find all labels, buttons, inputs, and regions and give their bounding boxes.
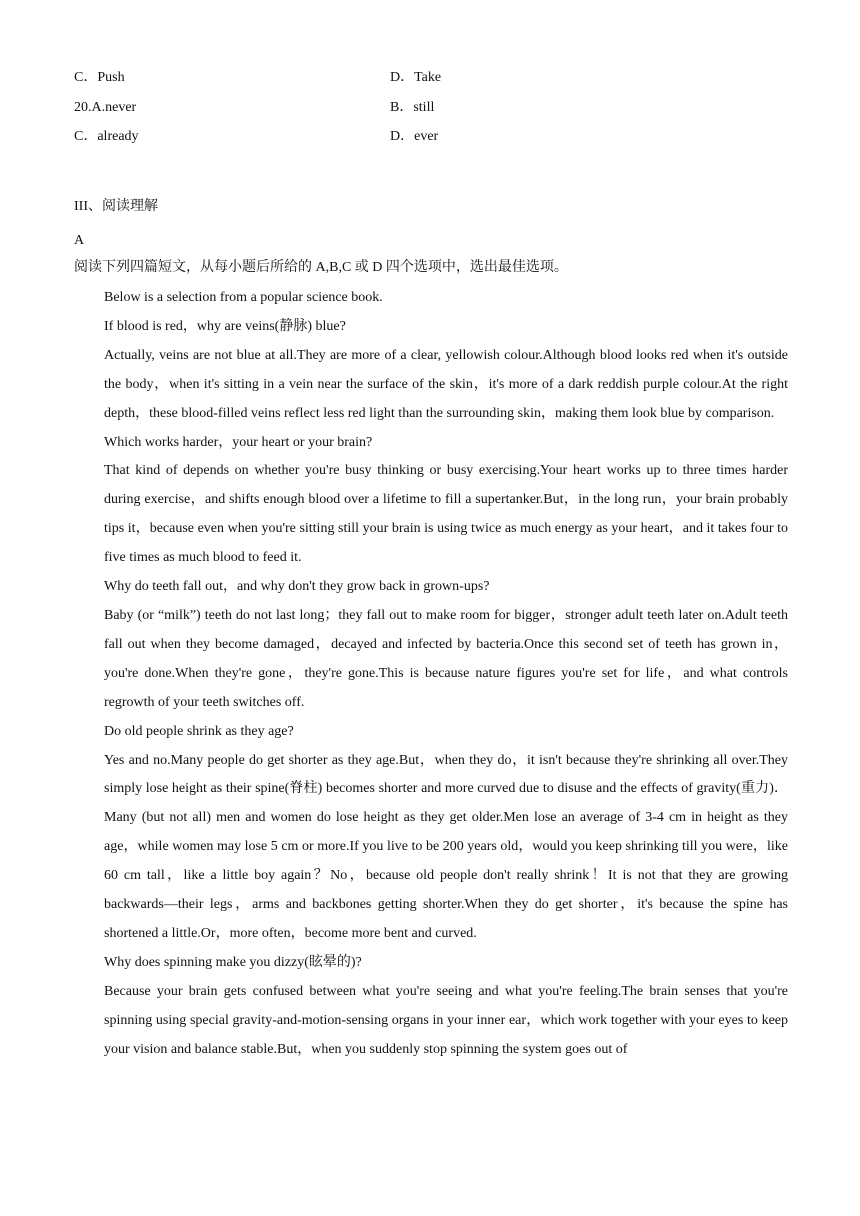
question-heading: Why does spinning make you dizzy(眩晕的)? (104, 954, 362, 970)
part-label: A (74, 233, 85, 248)
section-title: III、阅读理解 (74, 199, 158, 214)
option-20-a-never: 20.A.never (74, 99, 137, 115)
option-row (74, 66, 594, 96)
passage-intro: Below is a selection from a popular science book. (104, 290, 383, 305)
answer-paragraph: Because your brain gets confused between what you're seeing and what you're feeling.The brain senses that you're spinning using special gravity-and-motion-sensing organs in your inner ear，which work together with your eyes to keep your vision and balance stable.But，when you suddenly stop spinning the system goes out of (104, 983, 788, 1057)
reading-passage (104, 284, 788, 1064)
option-row (74, 125, 594, 155)
instruction-text: 阅读下列四篇短文，从每小题后所给的 A,B,C 或 D 四个选项中，选出最佳选项。 (74, 260, 568, 275)
option-d-ever: D．ever (390, 129, 439, 144)
question-heading: Which works harder，your heart or your brain? (104, 434, 373, 450)
option-b-still: B．still (390, 99, 435, 115)
question-heading: Do old people shrink as they age? (104, 723, 294, 739)
option-c-push: C．Push (74, 70, 125, 85)
question-heading: If blood is red，why are veins(静脉) blue? (104, 318, 346, 334)
answer-options (74, 66, 594, 155)
answer-paragraph: Yes and no.Many people do get shorter as they age.But，when they do，it isn't because they're shrinking all over.They simply lose height as their spine(脊柱) becomes shorter and more curved due to disuse and the effects of gravity(重力)．Many (but not all) men and women do lose height as they get older.Men lose an average of 3-4 cm in height as they age，while women may lose 5 cm or more.If you live to be 200 years old，would you keep shrinking till you were，like 60 cm tall，like a little boy again？No，because old people don't really shrink！It is not that they are growing backwards—their legs，arms and backbones getting shorter.When they do get shorter，it's because the spine has shortened a little.Or，more often，become more bent and curved. (104, 752, 788, 941)
answer-paragraph: That kind of depends on whether you're busy thinking or busy exercising.Your heart works up to three times harder during exercise，and shifts enough blood over a lifetime to fill a supertanker.But，in the long run，your brain probably tips it，because even when you're sitting still your brain is using twice as much energy as your heart，and it takes four to five times as much blood to feed it. (104, 463, 788, 566)
question-heading: Why do teeth fall out，and why don't they grow back in grown-ups? (104, 579, 490, 595)
answer-paragraph: Actually, veins are not blue at all.They are more of a clear, yellowish colour.Although blood looks red when it's outside the body，when it's sitting in a vein near the surface of the skin，it's more of a dark reddish purple colour.At the right depth，these blood-filled veins reflect less red light than the surrounding skin，making them look blue by comparison. (104, 347, 788, 421)
option-c-already: C．already (74, 129, 139, 144)
option-d-take: D．Take (390, 70, 442, 85)
answer-paragraph: Baby (or “milk”) teeth do not last long；they fall out to make room for bigger，stronger adult teeth later on.Adult teeth fall out when they become damaged，decayed and infected by bacteria.Once this second set of teeth has grown in，you're done.When they're gone，they're gone.This is because nature figures you're set for life，and what controls regrowth of your teeth switches off. (104, 607, 788, 710)
option-row (74, 96, 594, 126)
